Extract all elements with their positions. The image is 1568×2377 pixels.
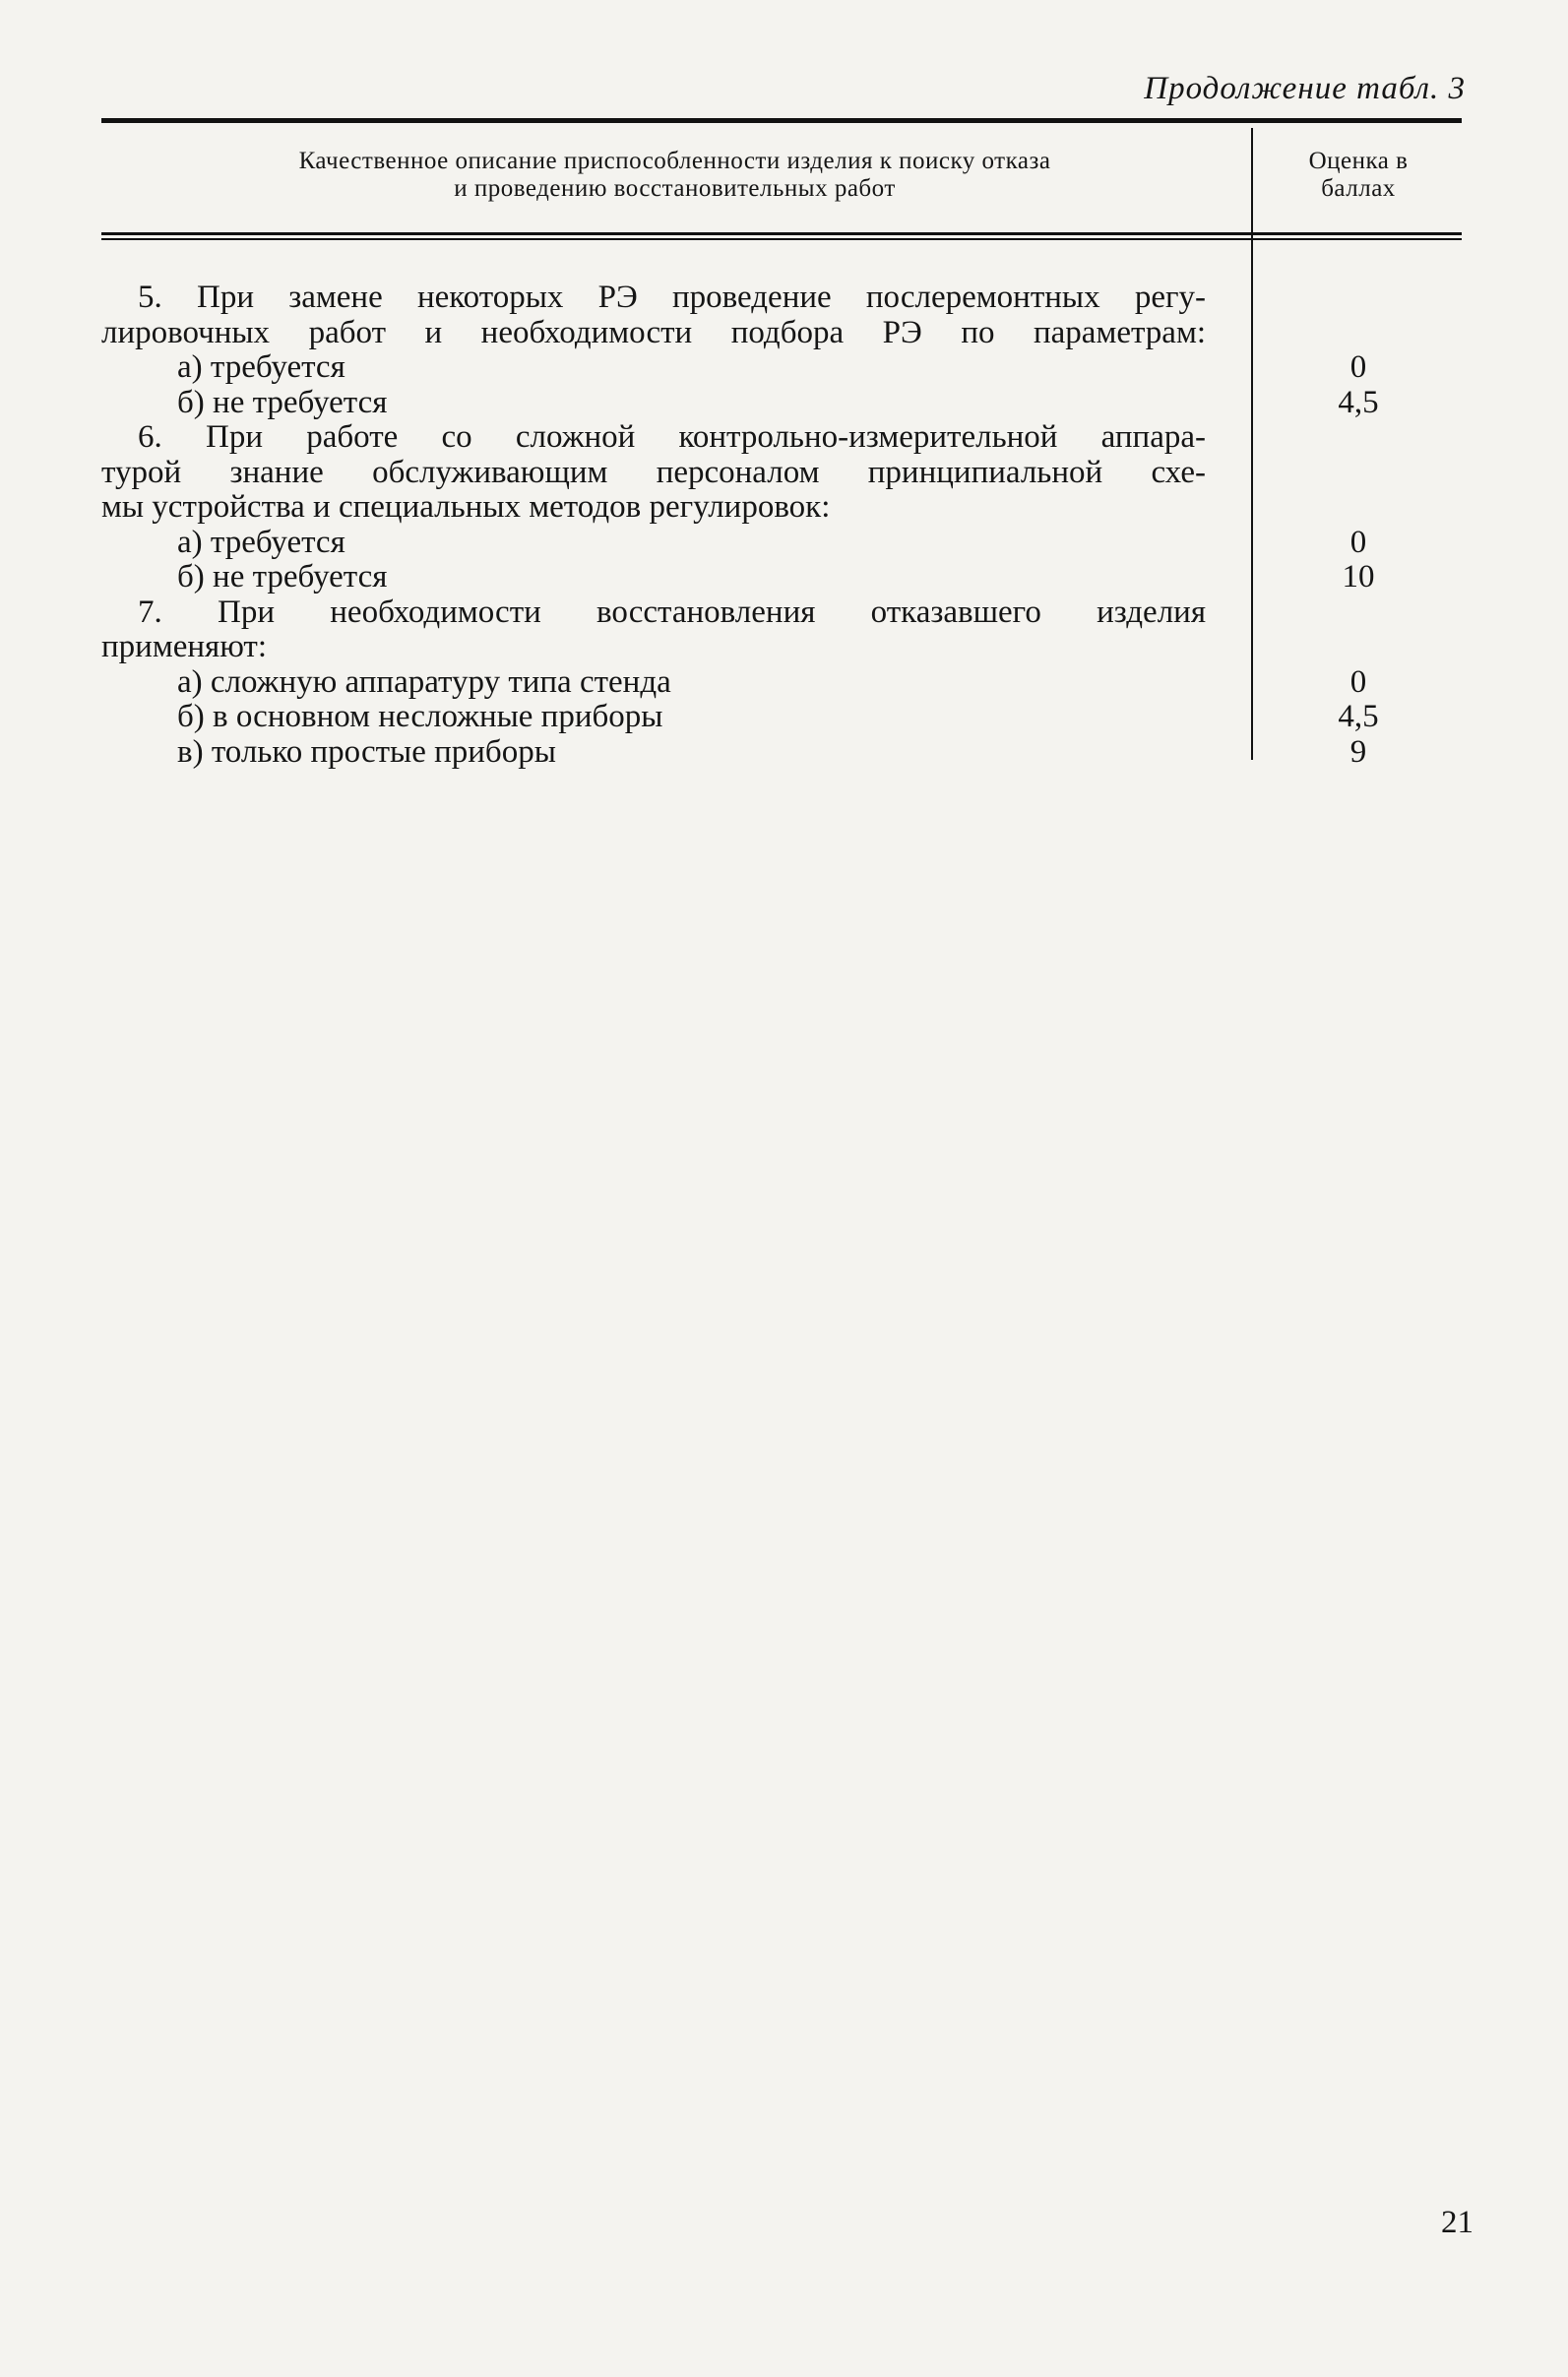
row-score: 4,5 [1338, 699, 1379, 734]
table-row [101, 419, 1461, 455]
header-score [1255, 148, 1462, 203]
row-description: а) сложную аппаратуру типа стенда [177, 663, 671, 700]
row-score: 9 [1349, 733, 1367, 770]
table-row [101, 594, 1461, 630]
row-score: 10 [1342, 559, 1375, 594]
row-description: б) не требуется [177, 384, 388, 420]
row-description: б) в основном несложные приборы [177, 699, 663, 734]
table-row [101, 489, 1461, 525]
table-continuation-label: Продолжение табл. 3 [1144, 71, 1466, 106]
page-number: 21 [1441, 2205, 1474, 2240]
table-row [101, 734, 1461, 770]
table-row [101, 349, 1461, 385]
row-description: в) только простые приборы [177, 733, 556, 770]
row-description: турой знание обслуживающим персоналом принципиальной схе- [101, 454, 1206, 490]
table-row [101, 280, 1461, 315]
header-score-line: Оценка в [1308, 148, 1409, 174]
table-row [101, 455, 1461, 490]
row-description: 7. При необходимости восстановления отказавшего изделия [138, 594, 1206, 630]
row-score: 4,5 [1338, 384, 1379, 420]
table-row [101, 315, 1461, 350]
row-description: применяют: [101, 629, 267, 664]
header-bottom-rule [101, 232, 1462, 235]
row-score: 0 [1349, 524, 1367, 560]
header-description-line: и проведению восстановительных работ [454, 175, 896, 202]
table-row [101, 525, 1461, 560]
row-description: 5. При замене некоторых РЭ проведение послеремонтных регу- [138, 280, 1206, 315]
row-description: 6. При работе со сложной контрольно-измерительной аппара- [138, 419, 1206, 455]
table-row [101, 385, 1461, 420]
row-description: а) требуется [177, 524, 345, 560]
row-description: б) не требуется [177, 559, 388, 594]
row-description: а) требуется [177, 349, 345, 385]
row-score: 0 [1349, 349, 1367, 385]
header-description [101, 148, 1248, 203]
table-row [101, 699, 1461, 734]
header-score-line: баллах [1321, 175, 1396, 202]
table-row [101, 664, 1461, 700]
header-description-line: Качественное описание приспособленности изделия к поиску отказа [298, 148, 1051, 174]
header-bottom-rule [101, 238, 1462, 240]
row-score: 0 [1349, 663, 1367, 700]
table-row [101, 559, 1461, 594]
row-description: мы устройства и специальных методов регулировок: [101, 489, 831, 525]
table-top-rule [101, 118, 1462, 123]
row-description: лировочных работ и необходимости подбора РЭ по параметрам: [101, 314, 1206, 350]
table-row [101, 629, 1461, 664]
